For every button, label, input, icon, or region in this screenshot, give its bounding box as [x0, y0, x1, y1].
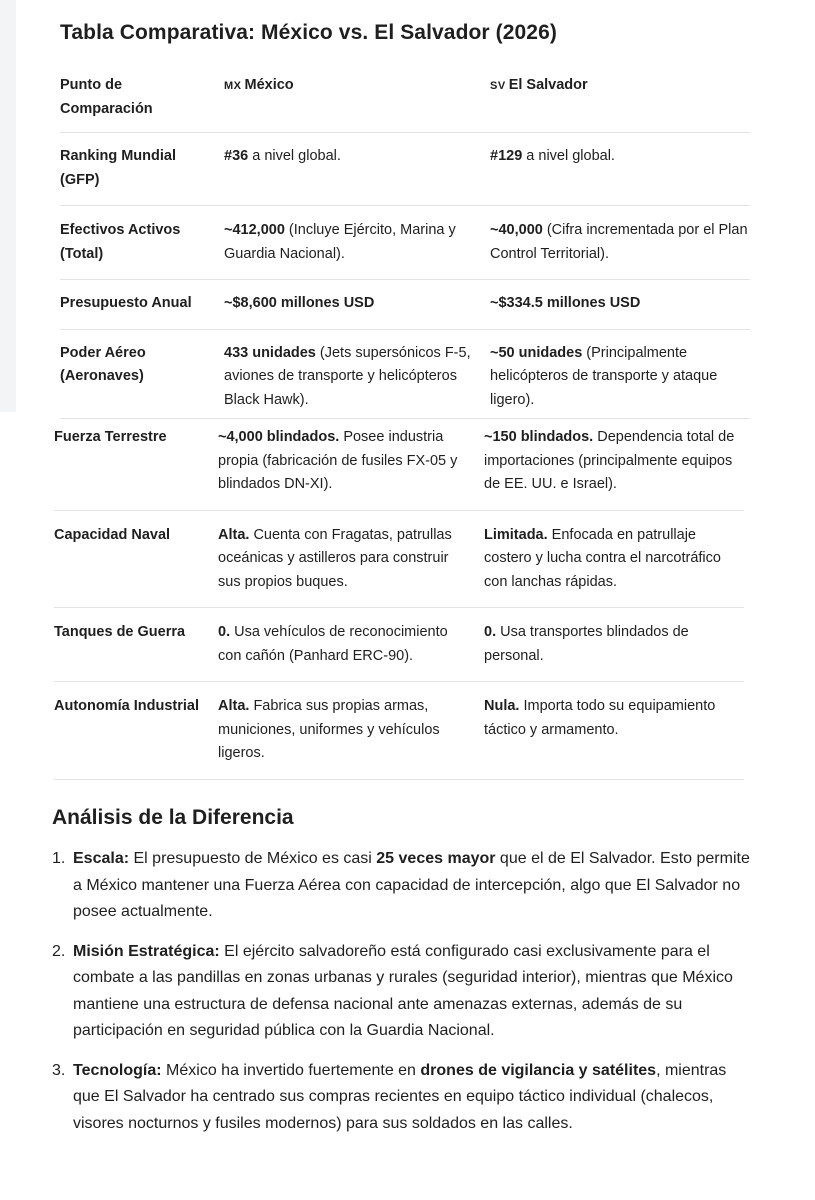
list-item-label: Misión Estratégica: — [73, 942, 220, 960]
list-item-body: que el de El Salvador. Esto permite a México mantener una Fuerza Aérea con capacidad de intercepción, algo que El Salvador no posee actualmente. — [73, 850, 750, 920]
list-item — [52, 939, 752, 1045]
list-item-body: , mientras que El Salvador ha centrado sus compras recientes en equipo táctico individual (chalecos, visores nocturnos y fusiles modernos) para sus soldados en las calles. — [73, 1061, 727, 1132]
cell-el-salvador-bold: ~150 blindados. — [484, 429, 594, 445]
list-item-emphasis: drones de vigilancia y satélites — [420, 1061, 657, 1079]
cell-el-salvador-bold: #129 — [490, 148, 523, 164]
cell-mexico — [224, 219, 490, 266]
cell-mexico — [218, 426, 484, 497]
cell-mexico-text: (Jets supersónicos F-5, aviones de transporte y helicópteros Black Hawk). — [224, 344, 471, 408]
comparison-table-continued — [54, 413, 744, 780]
cell-mexico-bold: 433 unidades — [224, 344, 316, 361]
cell-el-salvador-text: Usa transportes blindados de personal. — [484, 624, 689, 664]
cell-el-salvador-bold: ~$334.5 millones USD — [490, 295, 641, 311]
list-item — [52, 1058, 752, 1138]
table-header-row — [60, 64, 750, 133]
row-label: Tanques de Guerra — [54, 624, 186, 640]
list-number: 2. — [52, 942, 66, 960]
list-item-label: Tecnología: — [73, 1061, 162, 1079]
cell-el-salvador-text: Importa todo su equipamiento táctico y armamento. — [484, 698, 716, 738]
cell-mexico — [218, 524, 484, 595]
table-row — [60, 206, 750, 280]
table-row — [54, 511, 744, 609]
analysis-list — [52, 846, 752, 1150]
cell-el-salvador — [484, 695, 744, 766]
header-point: Punto de Comparación — [60, 77, 153, 117]
cell-mexico — [224, 145, 490, 192]
list-item-text — [73, 846, 752, 926]
cell-mexico-bold: Alta. — [218, 698, 250, 714]
row-label: Fuerza Terrestre — [54, 429, 167, 445]
cell-mexico-text: Fabrica sus propias armas, municiones, uniformes y vehículos ligeros. — [218, 698, 440, 761]
table-row — [54, 608, 744, 682]
cell-mexico-text: Posee industria propia (fabricación de fusiles FX-05 y blindados DN-XI). — [218, 429, 458, 492]
cell-el-salvador — [484, 524, 744, 595]
el-salvador-flag-icon: SV — [490, 80, 506, 92]
cell-el-salvador — [490, 145, 750, 192]
cell-mexico-bold: ~$8,600 millones USD — [224, 295, 375, 311]
cell-mexico — [218, 695, 484, 766]
cell-el-salvador-text: (Cifra incrementada por el Plan Control Territorial). — [490, 222, 748, 262]
table-row — [60, 280, 750, 330]
cell-mexico-text: Usa vehículos de reconocimiento con cañón (Panhard ERC-90). — [218, 624, 448, 664]
cell-el-salvador — [484, 621, 744, 668]
comparison-table — [60, 64, 750, 419]
list-item-body: El presupuesto de México es casi — [129, 850, 377, 867]
cell-mexico — [218, 621, 484, 668]
list-item — [52, 846, 752, 926]
list-number: 1. — [52, 850, 66, 867]
table-row — [54, 682, 744, 780]
row-label: Autonomía Industrial — [54, 698, 199, 714]
cell-mexico-bold: ~4,000 blindados. — [218, 429, 340, 445]
list-item-text — [73, 1058, 752, 1138]
list-item-text — [73, 939, 752, 1045]
cell-mexico-bold: #36 — [224, 148, 249, 164]
cell-el-salvador-bold: ~50 unidades — [490, 344, 583, 361]
cell-el-salvador-text: a nivel global. — [522, 148, 615, 164]
cell-el-salvador — [490, 342, 750, 413]
cell-mexico-text: a nivel global. — [248, 148, 341, 164]
row-label: Efectivos Activos (Total) — [60, 222, 181, 262]
header-el-salvador-label: El Salvador — [508, 77, 588, 93]
cell-el-salvador-bold: ~40,000 — [490, 222, 543, 238]
list-item-emphasis: 25 veces mayor — [376, 850, 496, 867]
mexico-flag-icon: MX — [224, 80, 242, 92]
header-mexico-label: México — [244, 77, 294, 93]
list-item-body: El ejército salvadoreño está configurado casi exclusivamente para el combate a las pandillas en zonas urbanas y rurales (seguridad interior), mientras que México mantiene una estructura de defensa nacional ante amenazas externas, además de su participación en seguridad pública con la Guardia Nacional. — [73, 942, 733, 1039]
header-mexico — [224, 74, 490, 121]
cell-mexico — [224, 342, 490, 413]
row-label: Capacidad Naval — [54, 526, 171, 543]
row-label: Presupuesto Anual — [60, 295, 192, 311]
table-row — [60, 330, 750, 420]
list-number: 3. — [52, 1061, 66, 1079]
cell-mexico-text: (Incluye Ejército, Marina y Guardia Nacional). — [224, 222, 456, 262]
cell-mexico-bold: ~412,000 — [224, 222, 285, 238]
table-row — [54, 413, 744, 511]
cell-mexico-bold: Alta. — [218, 526, 250, 543]
row-label: Ranking Mundial (GFP) — [60, 148, 176, 188]
page-title: Tabla Comparativa: México vs. El Salvador (2026) — [60, 21, 557, 44]
left-panel-edge — [0, 0, 16, 412]
cell-el-salvador-text: Dependencia total de importaciones (principalmente equipos de EE. UU. e Israel). — [484, 429, 735, 492]
cell-el-salvador-text: Enfocada en patrullaje costero y lucha contra el narcotráfico con lanchas rápidas. — [484, 526, 721, 590]
cell-el-salvador-text: (Principalmente helicópteros de transporte y ataque ligero). — [490, 344, 718, 408]
cell-el-salvador-bold: Nula. — [484, 698, 520, 714]
list-item-body: México ha invertido fuertemente en — [161, 1061, 421, 1079]
row-label: Poder Aéreo (Aeronaves) — [60, 344, 146, 384]
cell-el-salvador — [490, 219, 750, 266]
cell-mexico — [224, 292, 490, 316]
cell-el-salvador — [484, 426, 744, 497]
analysis-title: Análisis de la Diferencia — [52, 806, 294, 829]
list-item-label: Escala: — [73, 850, 130, 867]
table-row — [60, 133, 750, 206]
cell-el-salvador-bold: Limitada. — [484, 526, 548, 543]
cell-el-salvador — [490, 292, 750, 316]
cell-el-salvador-bold: 0. — [484, 624, 497, 640]
cell-mexico-text: Cuenta con Fragatas, patrullas oceánicas y astilleros para construir sus propios buques. — [218, 526, 452, 590]
header-el-salvador — [490, 74, 750, 121]
cell-mexico-bold: 0. — [218, 624, 231, 640]
